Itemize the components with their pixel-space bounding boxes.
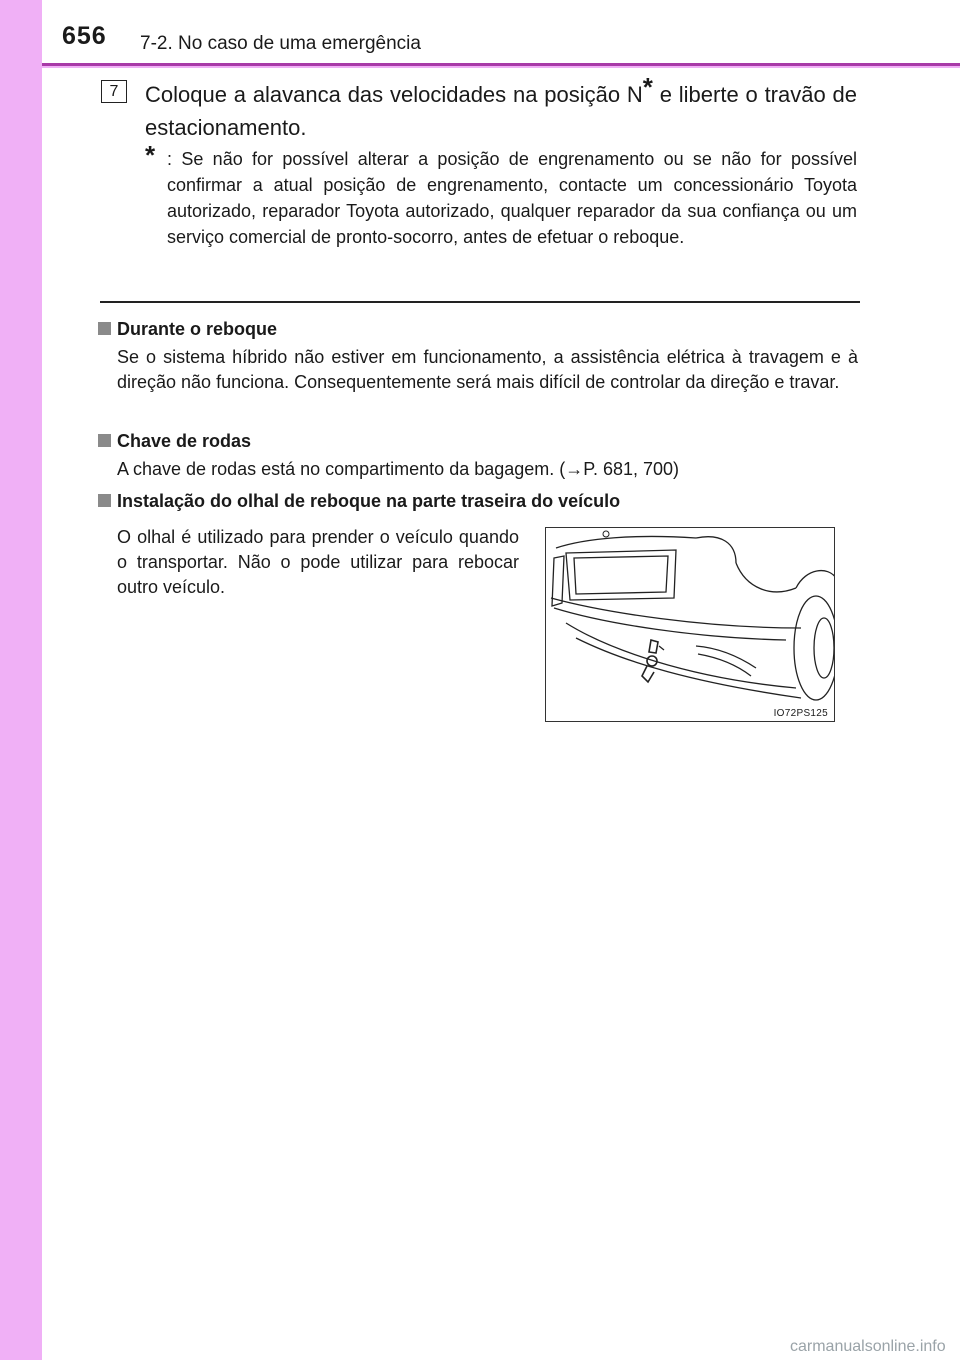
section-divider <box>100 301 860 303</box>
section-title: 7-2. No caso de uma emergência <box>140 33 421 54</box>
section-heading: Instalação do olhal de reboque na parte traseira do veículo <box>117 491 621 511</box>
footnote-marker: * <box>642 72 653 102</box>
footnote <box>145 140 857 250</box>
section-body: A chave de rodas está no compartimento da bagagem. (→P. 681, 700) <box>117 459 680 479</box>
page-number: 656 <box>62 22 107 50</box>
step-number-box: 7 <box>101 80 127 103</box>
bullet-square-icon <box>98 494 111 507</box>
step-text-after: e liberte o travão de estacionamento. <box>145 82 857 140</box>
step-text <box>145 72 857 144</box>
section-durante-reboque <box>98 317 858 395</box>
towing-eyelet-rear-illustration-icon <box>546 528 835 722</box>
step-text-before: Coloque a alavanca das velocidades na posição N <box>145 82 643 107</box>
header-rule <box>42 63 960 66</box>
towing-eyelet-figure <box>545 527 835 722</box>
section-olhal-reboque <box>98 489 858 513</box>
bullet-square-icon <box>98 322 111 335</box>
watermark[interactable]: carmanualsonline.info <box>790 1338 946 1355</box>
section-chave-rodas <box>98 429 858 482</box>
side-margin-band <box>0 0 42 1360</box>
bullet-square-icon <box>98 434 111 447</box>
footnote-text: : Se não for possível alterar a posição de engrenamento ou se não for possível confirmar a atual posição de engrenamento, contacte um concessionário Toyota autorizado, reparador Toyota autorizado, qualquer reparador da sua confiança ou um serviço comercial de pronto-socorro, antes de efetuar o reboque. <box>167 149 857 247</box>
figure-code: IO72PS125 <box>773 708 828 719</box>
section-body: O olhal é utilizado para prender o veículo quando o transportar. Não o pode utilizar para rebocar outro veículo. <box>117 527 519 597</box>
footnote-star: * <box>145 140 156 170</box>
section-heading: Chave de rodas <box>117 431 252 451</box>
section-heading: Durante o reboque <box>117 319 278 339</box>
section-body: Se o sistema híbrido não estiver em funcionamento, a assistência elétrica à travagem e à direção não funciona. Consequentemente será mais difícil de controlar da direção e travar. <box>117 347 858 392</box>
